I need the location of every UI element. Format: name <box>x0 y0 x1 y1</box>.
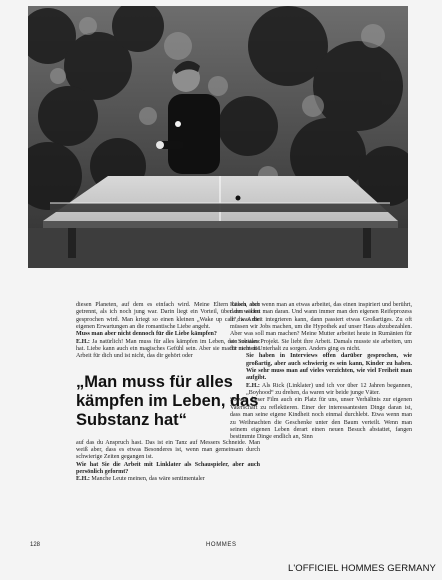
interview-answer <box>76 476 260 483</box>
interview-question: Wie hat Sie die Arbeit mit Linklater als Schauspieler, aber auch persönlich geformt? <box>76 461 260 476</box>
interview-question: Sie haben in Interviews offen darüber gesprochen, wie großartig, aber auch schwierig es sein kann, Kinder zu haben. Wie sehr muss man auf vieles verzichten, wie viel Freiheit man aufgibt. <box>246 353 412 382</box>
article-photo <box>28 6 408 268</box>
interview-answer <box>230 383 412 398</box>
section-label: HOMMES <box>206 542 237 548</box>
body-paragraph: diesen Planeten, auf dem es einfach wird. Meine Eltern haben sich getrennt, als ich noch jung war. Darin liegt ein Vorteil, über den selten gesprochen wird. Man kriegt so einen kleinen „Wake up call“, was die eigenen Erwartungen an die romantische Liebe angeht. <box>76 302 260 331</box>
magazine-brand: L'OFFICIEL HOMMES GERMANY <box>287 563 436 574</box>
ping-pong-photo <box>28 6 408 268</box>
body-paragraph: auf das du Anspruch hast. Das ist ein Tanz auf Messers Schneide. Man weiß aber, dass es etwas Besonderes ist, wenn man gemeinsam durch schwierige Zeiten gegangen ist. <box>76 439 260 461</box>
speaker-label: E.H.: <box>246 382 260 389</box>
body-paragraph: Kitsch, aber wenn man an etwas arbeitet, das einen inspiriert und berührt, dann wächst man daran. Und wann immer man den eigenen Reifeprozess in die Arbeit integrieren kann, dann passiert etwas Großartiges. Zu oft müssen wir Jobs machen, um die Hypothek auf unser Haus abzubezahlen. Aber was soll man machen? Meine Mutter arbeitet heute in Rumänien für ein soziales Projekt. Sie liebt ihre Arbeit. Damals musste sie arbeiten, um für meinen Unterhalt zu sorgen. Anders ging es nicht. <box>230 302 412 353</box>
body-paragraph: So war dieser Film auch ein Platz für uns, unser Verhältnis zur eigenen Vaterschaft zu reflektieren. Einer der interessantesten Dinge daran ist, dass man seine eigene Kindheit noch einmal durchlebt. Etwa wenn man zu Weihnachten die Geschenke unter den Baum verteilt. Wenn man seinem eigenen Leben derart einen neuen Besuch abstattet, fangen bestimmte Dinge endlich an, Sinn <box>230 397 412 441</box>
speaker-label: E.H.: <box>76 476 90 483</box>
interview-question: Muss man aber nicht dennoch für die Liebe kämpfen? <box>76 331 217 338</box>
answer-text: Ja natürlich! Man muss für alles kämpfen im Leben, das Substanz hat. Liebe kann auch ein magisches Gefühl sein. Aber sie macht nicht die Arbeit für dich und ist nicht, das dir gehört oder <box>76 338 260 360</box>
page-number: 128 <box>30 542 41 548</box>
pull-quote: „Man muss für alles kämpfen im Leben, das Substanz hat“ <box>76 372 259 429</box>
answer-text: Als Rick (Linklater) und ich vor über 12 Jahren begannen, „Boyhood“ zu drehen, da waren wir beide junge Väter. <box>246 382 412 397</box>
answer-text: Manche Leute meinen, das wäre sentimentaler <box>89 476 205 483</box>
speaker-label: E.H.: <box>76 338 90 345</box>
article-column-right <box>230 302 412 442</box>
